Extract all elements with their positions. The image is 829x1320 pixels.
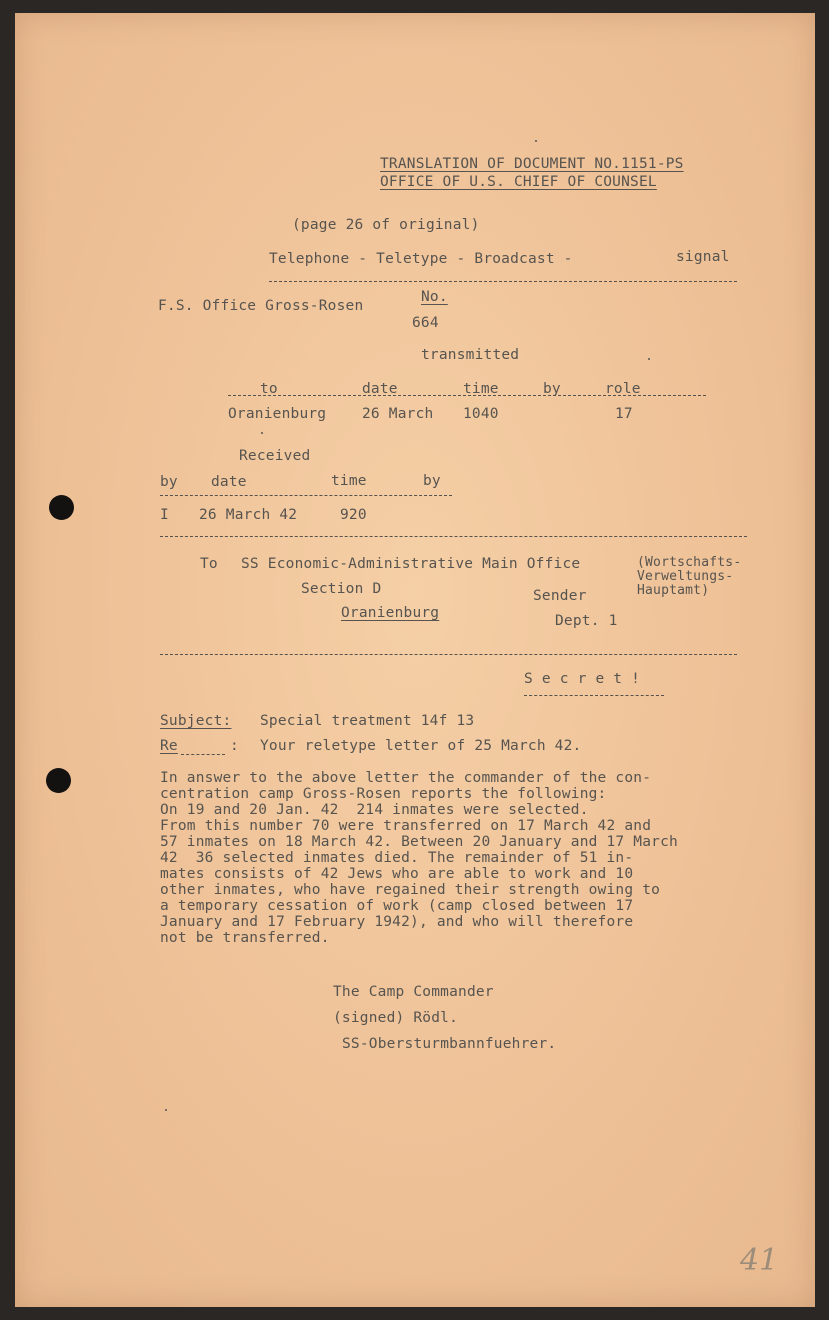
- transmitted-col-by: by: [543, 381, 561, 397]
- received-col-date: date: [211, 474, 247, 490]
- signature-title: The Camp Commander: [333, 984, 494, 1000]
- classification-rule: [524, 695, 664, 696]
- received-col-by: by: [160, 474, 178, 490]
- speck: [165, 1109, 167, 1111]
- body-line: other inmates, who have regained their strength owing to: [160, 882, 661, 898]
- received-rule: [160, 495, 452, 496]
- re-label: Re: [160, 738, 178, 754]
- addressee-section: Section D: [301, 581, 382, 597]
- addressee-bottom-rule: [160, 654, 737, 655]
- handwritten-page-number: 41: [740, 1243, 779, 1278]
- received-by: I: [160, 507, 169, 523]
- speck: [261, 432, 263, 434]
- office-no-label: No.: [421, 289, 448, 305]
- body-line: From this number 70 were transferred on 17 March 42 and: [160, 818, 652, 834]
- signature-name: (signed) Rödl.: [333, 1010, 459, 1026]
- body-line: a temporary cessation of work (camp closed between 17: [160, 898, 634, 914]
- form-type-signal: signal: [676, 249, 730, 265]
- transmitted-col-role: role: [605, 381, 641, 397]
- addressee-german-3: Hauptamt): [637, 583, 710, 598]
- addressee-city: Oranienburg: [341, 605, 440, 621]
- transmitted-heading: transmitted: [421, 347, 520, 363]
- received-date: 26 March 42: [199, 507, 298, 523]
- speck: [535, 140, 537, 142]
- office-no-value: 664: [412, 315, 439, 331]
- body-line: 57 inmates on 18 March 42. Between 20 January and 17 March: [160, 834, 678, 850]
- punch-hole-bottom: [46, 768, 71, 793]
- body-line: mates consists of 42 Jews who are able to work and 10: [160, 866, 634, 882]
- addressee-german-2: Verweltungs-: [637, 569, 734, 584]
- transmitted-role: 17: [615, 406, 633, 422]
- addressee-office: SS Economic-Administrative Main Office: [241, 556, 581, 572]
- body-line: On 19 and 20 Jan. 42 214 inmates were selected.: [160, 802, 589, 818]
- re-rule: [181, 754, 225, 755]
- transmitted-to: Oranienburg: [228, 406, 327, 422]
- document-page: [15, 13, 815, 1307]
- transmitted-rule: [228, 395, 706, 396]
- addressee-german-1: (Wortschafts-: [637, 555, 742, 570]
- subject-value: Special treatment 14f 13: [260, 713, 475, 729]
- punch-hole-top: [49, 495, 74, 520]
- addressee-top-rule: [160, 536, 747, 537]
- translation-header: TRANSLATION OF DOCUMENT NO.1151-PS: [380, 156, 684, 172]
- body-line: In answer to the above letter the commander of the con-: [160, 770, 652, 786]
- body-line: 42 36 selected inmates died. The remainder of 51 in-: [160, 850, 634, 866]
- received-time: 920: [340, 507, 367, 523]
- page-reference: (page 26 of original): [292, 217, 480, 233]
- form-type: Telephone - Teletype - Broadcast -: [269, 251, 573, 267]
- body-line: centration camp Gross-Rosen reports the following:: [160, 786, 607, 802]
- classification: S e c r e t !: [524, 671, 641, 687]
- transmitted-date: 26 March: [362, 406, 434, 422]
- speck: [648, 358, 650, 360]
- form-type-rule: [269, 281, 737, 282]
- transmitted-col-date: date: [362, 381, 398, 397]
- signature-rank: SS-Obersturmbannfuehrer.: [342, 1036, 557, 1052]
- received-heading: Received: [239, 448, 311, 464]
- received-col-time: time: [331, 473, 367, 489]
- transmitted-col-to: to: [260, 381, 278, 397]
- to-label: To: [200, 556, 218, 572]
- transmitted-col-time: time: [463, 381, 499, 397]
- office-label: F.S. Office Gross-Rosen: [158, 298, 364, 314]
- re-colon: :: [230, 738, 239, 754]
- body-line: not be transferred.: [160, 930, 330, 946]
- transmitted-time: 1040: [463, 406, 499, 422]
- received-col-by-2: by: [423, 473, 441, 489]
- sender-dept: Dept. 1: [555, 613, 618, 629]
- body-line: January and 17 February 1942), and who will therefore: [160, 914, 634, 930]
- re-value: Your reletype letter of 25 March 42.: [260, 738, 582, 754]
- sender-label: Sender: [533, 588, 587, 604]
- subject-label: Subject:: [160, 713, 232, 729]
- office-header: OFFICE OF U.S. CHIEF OF COUNSEL: [380, 174, 657, 190]
